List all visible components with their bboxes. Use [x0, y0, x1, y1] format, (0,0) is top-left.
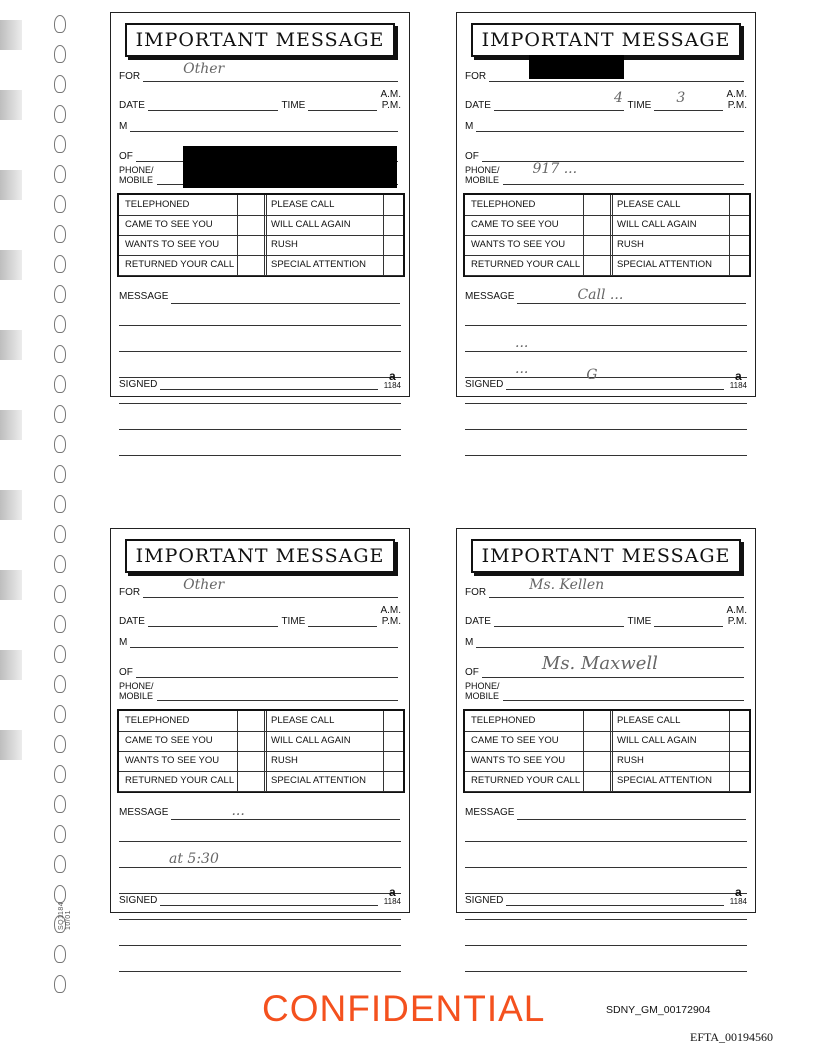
pm-label: P.M.	[381, 616, 401, 627]
signed-label: SIGNED	[465, 895, 504, 906]
callback-checklist	[117, 709, 405, 793]
check-label-returned_call: RETURNED YOUR CALL	[125, 775, 235, 786]
message-line[interactable]	[465, 971, 747, 972]
phone-field[interactable]	[503, 161, 744, 185]
for-label: FOR	[465, 587, 487, 598]
phone-label: PHONE/	[465, 681, 500, 691]
check-label-will_call_again: WILL CALL AGAIN	[271, 219, 351, 230]
spiral-ring-icon	[54, 105, 66, 123]
time-field[interactable]	[654, 614, 723, 627]
m-label: M	[465, 637, 474, 648]
message-slip	[110, 12, 410, 397]
message-first-line[interactable]	[171, 291, 400, 304]
spiral-ring-icon	[54, 45, 66, 63]
am-label: A.M.	[380, 89, 401, 100]
date-label: DATE	[119, 100, 145, 111]
checklist-row	[465, 751, 749, 772]
phone-row	[465, 161, 747, 185]
binding-shadow	[0, 330, 22, 360]
message-line[interactable]	[465, 867, 747, 868]
spiral-ring-icon	[54, 345, 66, 363]
for-field[interactable]	[143, 61, 398, 82]
checklist-row	[465, 195, 749, 216]
binding-shadow	[0, 490, 22, 520]
message-line[interactable]	[465, 325, 747, 326]
signed-field[interactable]	[506, 893, 723, 906]
checklist-row	[119, 235, 403, 256]
message-line[interactable]	[465, 403, 747, 404]
message-line[interactable]	[119, 945, 401, 946]
binding-shadow	[0, 570, 22, 600]
checklist-row	[465, 711, 749, 732]
signed-field[interactable]	[160, 893, 377, 906]
message-line[interactable]	[465, 841, 747, 842]
brand-logo-icon: a	[389, 885, 396, 899]
time-label: TIME	[627, 616, 652, 627]
binding-shadow	[0, 20, 22, 50]
message-line[interactable]	[119, 841, 401, 842]
slip-title: IMPORTANT MESSAGE	[471, 539, 741, 573]
spiral-ring-icon	[54, 855, 66, 873]
form-code: 1184	[729, 897, 747, 906]
message-line[interactable]	[119, 971, 401, 972]
check-label-will_call_again: WILL CALL AGAIN	[271, 735, 351, 746]
check-label-came_to_see: CAME TO SEE YOU	[471, 735, 559, 746]
spiral-ring-icon	[54, 465, 66, 483]
signed-label: SIGNED	[465, 379, 504, 390]
spiral-ring-icon	[54, 435, 66, 453]
date-time-row	[465, 605, 747, 627]
form-code: 1184	[383, 897, 401, 906]
m-row	[465, 635, 747, 648]
binding-shadow	[0, 650, 22, 680]
spiral-ring-icon	[54, 375, 66, 393]
spiral-ring-icon	[54, 75, 66, 93]
redaction-block	[529, 55, 624, 79]
callback-checklist	[463, 709, 751, 793]
check-label-returned_call: RETURNED YOUR CALL	[471, 775, 581, 786]
phone-field[interactable]	[157, 688, 398, 701]
message-text: ...	[515, 361, 529, 377]
redaction-block	[183, 146, 397, 188]
message-text: ...	[515, 335, 529, 351]
check-label-special_attention: SPECIAL ATTENTION	[271, 259, 367, 270]
check-label-will_call_again: WILL CALL AGAIN	[617, 219, 697, 230]
checklist-row	[119, 751, 403, 772]
efta-number: EFTA_00194560	[690, 1030, 774, 1044]
date-field[interactable]	[148, 614, 279, 627]
signed-field[interactable]	[506, 367, 723, 390]
checklist-row	[119, 195, 403, 216]
date-label: DATE	[119, 616, 145, 627]
pm-label: P.M.	[381, 100, 401, 111]
of-label: OF	[465, 667, 479, 678]
message-line[interactable]	[465, 455, 747, 456]
spiral-ring-icon	[54, 705, 66, 723]
check-label-rush: RUSH	[271, 239, 298, 250]
for-field[interactable]	[489, 577, 744, 598]
for-value: Ms. Kellen	[529, 577, 605, 593]
spiral-ring-icon	[54, 645, 66, 663]
message-label: MESSAGE	[119, 291, 169, 302]
message-first-line[interactable]	[517, 807, 746, 820]
spiral-ring-icon	[54, 15, 66, 33]
check-label-came_to_see: CAME TO SEE YOU	[471, 219, 559, 230]
checklist-row	[119, 731, 403, 752]
binding-shadow	[0, 170, 22, 200]
signed-row	[119, 369, 401, 390]
spiral-ring-icon	[54, 195, 66, 213]
callback-checklist	[117, 193, 405, 277]
for-row	[119, 61, 401, 82]
checklist-row	[119, 711, 403, 732]
check-label-rush: RUSH	[617, 239, 644, 250]
of-label: OF	[119, 151, 133, 162]
signed-value: G	[586, 367, 598, 383]
time-field[interactable]	[308, 614, 377, 627]
phone-field[interactable]	[503, 688, 744, 701]
check-label-wants_to_see: WANTS TO SEE YOU	[125, 755, 220, 766]
check-label-rush: RUSH	[617, 755, 644, 766]
message-line[interactable]	[119, 919, 401, 920]
message-slip	[456, 528, 756, 913]
spiral-ring-icon	[54, 135, 66, 153]
message-line[interactable]	[119, 429, 401, 430]
date-time-row	[119, 89, 401, 111]
date-value: 4	[613, 90, 623, 106]
binding-shadow	[0, 730, 22, 760]
m-row	[119, 635, 401, 648]
check-label-special_attention: SPECIAL ATTENTION	[271, 775, 367, 786]
spiral-ring-icon	[54, 885, 66, 903]
date-time-row	[119, 605, 401, 627]
spiral-ring-icon	[54, 525, 66, 543]
spiral-ring-icon	[54, 405, 66, 423]
check-label-rush: RUSH	[271, 755, 298, 766]
spiral-ring-icon	[54, 555, 66, 573]
m-label: M	[119, 121, 128, 132]
callback-checklist	[463, 193, 751, 277]
checklist-row	[119, 215, 403, 236]
check-label-please_call: PLEASE CALL	[271, 199, 335, 210]
slip-title: IMPORTANT MESSAGE	[125, 23, 395, 57]
pm-label: P.M.	[727, 100, 747, 111]
checklist-row	[119, 255, 403, 276]
checklist-row	[465, 771, 749, 792]
spiral-ring-icon	[54, 825, 66, 843]
spiral-ring-icon	[54, 285, 66, 303]
signed-label: SIGNED	[119, 379, 158, 390]
of-row	[119, 665, 401, 678]
confidential-stamp: CONFIDENTIAL	[262, 988, 546, 1029]
check-label-telephoned: TELEPHONED	[471, 715, 536, 726]
spiral-ring-icon	[54, 225, 66, 243]
for-label: FOR	[465, 71, 487, 82]
date-field[interactable]	[494, 614, 625, 627]
phone-label: PHONE/	[465, 165, 500, 175]
m-label: M	[119, 637, 128, 648]
check-label-special_attention: SPECIAL ATTENTION	[617, 259, 713, 270]
message-label: MESSAGE	[119, 807, 169, 818]
date-label: DATE	[465, 100, 491, 111]
spiral-ring-icon	[54, 255, 66, 273]
slip-title: IMPORTANT MESSAGE	[125, 539, 395, 573]
signed-row	[465, 367, 747, 390]
phone-row	[119, 681, 401, 701]
check-label-came_to_see: CAME TO SEE YOU	[125, 735, 213, 746]
for-value: Other	[183, 61, 225, 77]
mobile-label: MOBILE	[119, 175, 154, 185]
check-label-will_call_again: WILL CALL AGAIN	[617, 735, 697, 746]
signed-label: SIGNED	[119, 895, 158, 906]
check-label-wants_to_see: WANTS TO SEE YOU	[125, 239, 220, 250]
binding-shadow	[0, 250, 22, 280]
spiral-ring-icon	[54, 165, 66, 183]
spiral-ring-icon	[54, 315, 66, 333]
message-first-line[interactable]	[517, 287, 746, 304]
check-label-special_attention: SPECIAL ATTENTION	[617, 775, 713, 786]
m-field[interactable]	[476, 119, 744, 132]
am-label: A.M.	[726, 605, 747, 616]
brand-logo-icon: a	[389, 369, 396, 383]
time-label: TIME	[281, 100, 306, 111]
message-label: MESSAGE	[465, 807, 515, 818]
slip-title: IMPORTANT MESSAGE	[471, 23, 741, 57]
m-row	[119, 119, 401, 132]
message-row	[119, 803, 403, 820]
spiral-ring-icon	[54, 675, 66, 693]
message-line[interactable]	[119, 455, 401, 456]
time-value: 3	[676, 90, 686, 106]
check-label-please_call: PLEASE CALL	[271, 715, 335, 726]
message-first-line[interactable]	[171, 803, 400, 820]
date-time-row	[465, 89, 747, 111]
time-field[interactable]	[654, 90, 723, 111]
of-field[interactable]	[136, 665, 398, 678]
bates-number: SDNY_GM_00172904	[606, 1004, 711, 1016]
pm-label: P.M.	[727, 616, 747, 627]
phone-label: PHONE/	[119, 681, 154, 691]
phone-value: 917 ...	[532, 161, 578, 177]
check-label-telephoned: TELEPHONED	[125, 199, 190, 210]
signed-row	[119, 885, 401, 906]
spiral-ring-icon	[54, 975, 66, 993]
for-field[interactable]	[143, 577, 398, 598]
check-label-wants_to_see: WANTS TO SEE YOU	[471, 239, 566, 250]
message-line[interactable]	[119, 851, 401, 868]
signed-field[interactable]	[160, 377, 377, 390]
time-field[interactable]	[308, 98, 377, 111]
m-field[interactable]	[476, 635, 744, 648]
mobile-label: MOBILE	[465, 175, 500, 185]
message-line[interactable]	[119, 351, 401, 352]
of-label: OF	[465, 151, 479, 162]
spiral-ring-icon	[54, 585, 66, 603]
message-slip	[110, 528, 410, 913]
message-label: MESSAGE	[465, 291, 515, 302]
check-label-returned_call: RETURNED YOUR CALL	[125, 259, 235, 270]
checklist-row	[465, 731, 749, 752]
time-label: TIME	[281, 616, 306, 627]
checklist-row	[465, 255, 749, 276]
am-label: A.M.	[726, 89, 747, 100]
signed-row	[465, 885, 747, 906]
m-field[interactable]	[130, 635, 398, 648]
date-field[interactable]	[494, 90, 625, 111]
message-line[interactable]	[465, 919, 747, 920]
am-label: A.M.	[380, 605, 401, 616]
brand-logo-icon: a	[735, 369, 742, 383]
of-field[interactable]	[482, 149, 744, 162]
spiral-ring-icon	[54, 615, 66, 633]
message-line[interactable]	[465, 335, 747, 352]
for-label: FOR	[119, 587, 141, 598]
for-row	[465, 577, 747, 598]
checklist-row	[465, 215, 749, 236]
message-line-1: ...	[231, 803, 245, 819]
spiral-ring-icon	[54, 795, 66, 813]
checklist-row	[465, 235, 749, 256]
brand-logo-icon: a	[735, 885, 742, 899]
for-row	[119, 577, 401, 598]
message-row	[465, 807, 749, 820]
message-line[interactable]	[119, 403, 401, 404]
message-line-1: Call ...	[577, 287, 624, 303]
message-line[interactable]	[465, 945, 747, 946]
check-label-came_to_see: CAME TO SEE YOU	[125, 219, 213, 230]
mobile-label: MOBILE	[465, 691, 500, 701]
check-label-please_call: PLEASE CALL	[617, 715, 681, 726]
mobile-label: MOBILE	[119, 691, 154, 701]
spiral-ring-icon	[54, 735, 66, 753]
binding-shadow	[0, 410, 22, 440]
message-row	[465, 287, 749, 304]
m-label: M	[465, 121, 474, 132]
time-label: TIME	[627, 100, 652, 111]
check-label-returned_call: RETURNED YOUR CALL	[471, 259, 581, 270]
date-field[interactable]	[148, 98, 279, 111]
of-row	[465, 149, 747, 162]
binding-shadow	[0, 90, 22, 120]
form-code: 1184	[729, 381, 747, 390]
of-value: Ms. Maxwell	[541, 653, 658, 674]
phone-label: PHONE/	[119, 165, 154, 175]
checklist-row	[119, 771, 403, 792]
check-label-wants_to_see: WANTS TO SEE YOU	[471, 755, 566, 766]
binder-code: SQ1184 10/01	[58, 901, 72, 930]
message-line[interactable]	[119, 325, 401, 326]
spiral-ring-icon	[54, 765, 66, 783]
m-field[interactable]	[130, 119, 398, 132]
phone-row	[465, 681, 747, 701]
spiral-ring-icon	[54, 495, 66, 513]
message-row	[119, 291, 403, 304]
check-label-telephoned: TELEPHONED	[471, 199, 536, 210]
of-row	[465, 653, 747, 678]
message-text: at 5:30	[169, 851, 219, 867]
for-value: Other	[183, 577, 225, 593]
spiral-ring-icon	[54, 945, 66, 963]
spiral-binding	[0, 0, 70, 1000]
message-line[interactable]	[465, 429, 747, 430]
date-label: DATE	[465, 616, 491, 627]
m-row	[465, 119, 747, 132]
form-code: 1184	[383, 381, 401, 390]
of-field[interactable]	[482, 653, 744, 678]
message-slip	[456, 12, 756, 397]
for-label: FOR	[119, 71, 141, 82]
check-label-telephoned: TELEPHONED	[125, 715, 190, 726]
check-label-please_call: PLEASE CALL	[617, 199, 681, 210]
of-label: OF	[119, 667, 133, 678]
